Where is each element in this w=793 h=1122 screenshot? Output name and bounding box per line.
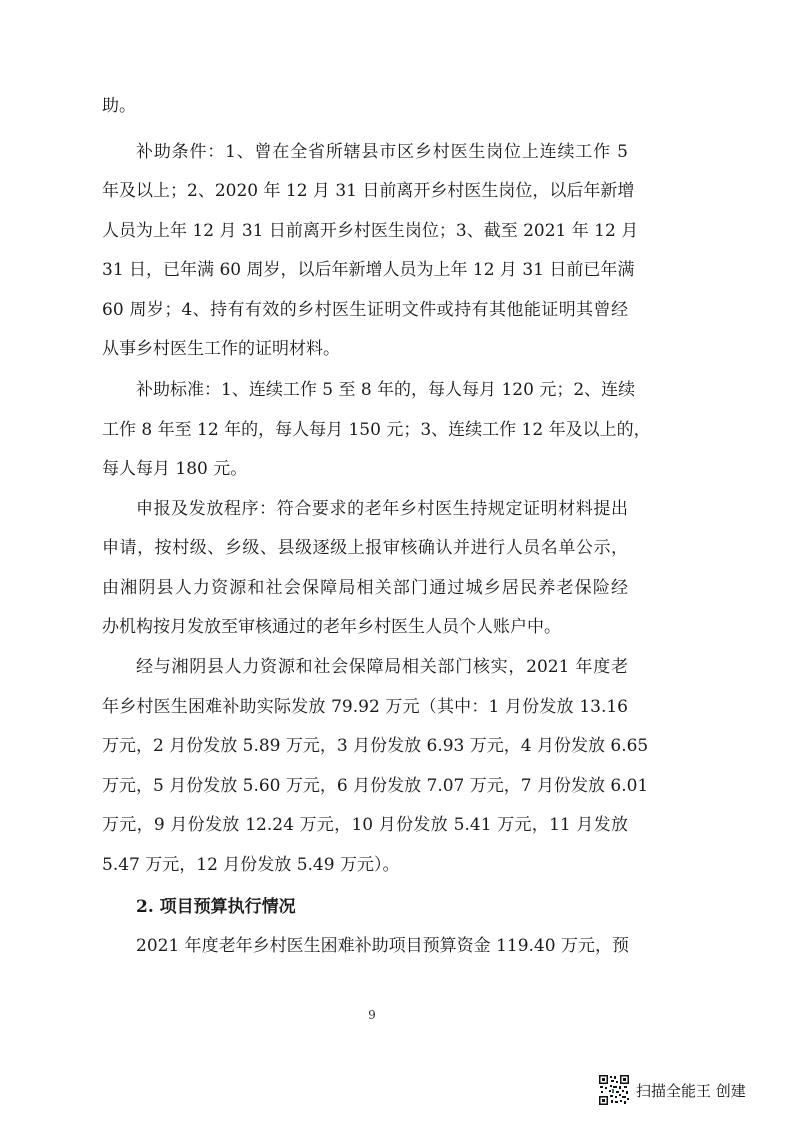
paragraph-line: 从事乡村医生工作的证明材料。 — [102, 339, 340, 359]
paragraph-line: 2021 年度老年乡村医生困难补助项目预算资金 119.40 万元，预 — [136, 936, 629, 956]
paragraph-line: 补助标准：1、连续工作 5 至 8 年的，每人每月 120 元；2、连续 — [136, 380, 636, 400]
paragraph-line: 万元，5 月份发放 5.60 万元，6 月份发放 7.07 万元，7 月份发放 6.01 — [102, 776, 649, 796]
paragraph-line: 申报及发放程序：符合要求的老年乡村医生持规定证明材料提出 — [136, 499, 628, 519]
paragraph-line: 经与湘阴县人力资源和社会保障局相关部门核实，2021 年度老 — [136, 657, 628, 677]
page-number: 9 — [368, 1008, 376, 1022]
paragraph-line: 年乡村医生困难补助实际发放 79.92 万元（其中：1 月份发放 13.16 — [102, 697, 628, 717]
paragraph-line: 万元，9 月份发放 12.24 万元，10 月份发放 5.41 万元，11 月发放 — [102, 815, 628, 835]
paragraph-line: 申请，按村级、乡级、县级逐级上报审核确认并进行人员名单公示， — [102, 538, 628, 558]
paragraph-line: 31 日，已年满 60 周岁，以后年新增人员为上年 12 月 31 日前已年满 — [102, 260, 635, 280]
qr-code-icon — [598, 1074, 630, 1106]
paragraph-line: 办机构按月发放至审核通过的老年乡村医生人员个人账户中。 — [102, 617, 561, 637]
paragraph-line: 60 周岁；4、持有有效的乡村医生证明文件或持有其他能证明其曾经 — [102, 300, 628, 320]
paragraph-line: 人员为上年 12 月 31 日前离开乡村医生岗位；3、截至 2021 年 12 月 — [102, 221, 639, 241]
paragraph-line: 助。 — [102, 96, 136, 116]
paragraph-line: 每人每月 180 元。 — [102, 459, 248, 479]
paragraph-line: 补助条件：1、曾在全省所辖县市区乡村医生岗位上连续工作 5 — [136, 142, 628, 162]
paragraph-line: 万元，2 月份发放 5.89 万元，3 月份发放 6.93 万元，4 月份发放 6.65 — [102, 736, 649, 756]
watermark-text: 扫描全能王 创建 — [636, 1081, 746, 1100]
paragraph-line: 5.47 万元，12 月份发放 5.49 万元）。 — [102, 855, 400, 875]
scanner-watermark — [598, 1073, 746, 1107]
section-heading: 2. 项目预算执行情况 — [136, 897, 296, 917]
paragraph-line: 工作 8 年至 12 年的，每人每月 150 元；3、连续工作 12 年及以上的， — [102, 420, 651, 440]
paragraph-line: 年及以上；2、2020 年 12 月 31 日前离开乡村医生岗位，以后年新增 — [102, 181, 635, 201]
paragraph-line: 由湘阴县人力资源和社会保障局相关部门通过城乡居民养老保险经 — [102, 578, 628, 598]
